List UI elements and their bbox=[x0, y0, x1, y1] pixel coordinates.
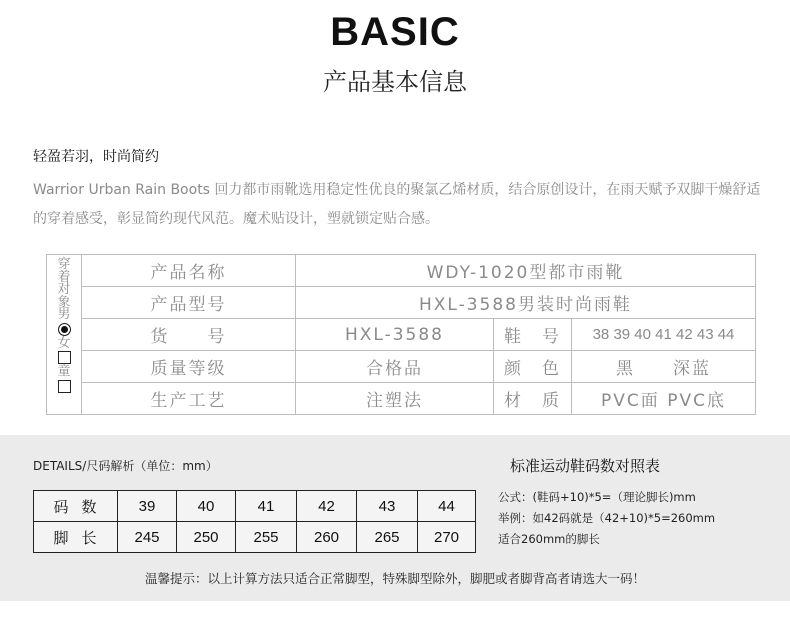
size-formula-block bbox=[498, 487, 715, 550]
empty-box-icon[interactable] bbox=[58, 380, 71, 393]
product-model-value: HXL-3588男装时尚雨鞋 bbox=[296, 287, 756, 319]
size-cell: 39 bbox=[118, 491, 177, 522]
foot-length-cell: 255 bbox=[236, 522, 297, 553]
spec-row-item-no bbox=[47, 319, 756, 351]
audience-option-label: 女 bbox=[57, 335, 71, 351]
product-model-label: 产品型号 bbox=[82, 287, 296, 319]
size-cell: 44 bbox=[418, 491, 476, 522]
size-table bbox=[33, 490, 476, 553]
product-description: Warrior Urban Rain Boots 回力都市雨靴选用稳定性优良的聚氯乙烯材质，结合原创设计，在雨天赋予双脚干燥舒适的穿着感受，彰显简约现代风范。魔术贴设计，塑就锁定贴合感。 bbox=[33, 182, 761, 227]
spec-table bbox=[46, 254, 756, 415]
tagline: 轻盈若羽，时尚简约 bbox=[33, 149, 159, 165]
size-row bbox=[34, 491, 476, 522]
audience-options bbox=[47, 309, 81, 393]
item-no-value: HXL-3588 bbox=[296, 319, 494, 351]
product-name-label: 产品名称 bbox=[82, 255, 296, 287]
details-heading: DETAILS/尺码解析（单位：mm） bbox=[33, 459, 218, 473]
size-cell: 42 bbox=[297, 491, 357, 522]
audience-label-char: 象 bbox=[57, 294, 71, 310]
spec-row-quality bbox=[47, 351, 756, 383]
example-text: 举例：如42码就是（42+10)*5=260mm bbox=[498, 511, 716, 525]
size-cell: 43 bbox=[357, 491, 418, 522]
foot-length-row bbox=[34, 522, 476, 553]
foot-length-cell: 245 bbox=[118, 522, 177, 553]
material-label: 材 质 bbox=[494, 383, 572, 415]
page-subtitle: 产品基本信息 bbox=[323, 68, 467, 96]
quality-label: 质量等级 bbox=[82, 351, 296, 383]
process-label: 生产工艺 bbox=[82, 383, 296, 415]
formula-text: 公式：(鞋码+10)*5=（理论脚长)mm bbox=[498, 490, 696, 504]
audience-label-char: 穿 bbox=[57, 257, 71, 272]
audience-cell bbox=[47, 255, 82, 415]
foot-length-cell: 270 bbox=[418, 522, 476, 553]
size-cell: 41 bbox=[236, 491, 297, 522]
empty-box-icon[interactable] bbox=[58, 351, 71, 364]
page-title: BASIC bbox=[330, 10, 460, 54]
color-value: 黑 深蓝 bbox=[572, 351, 756, 383]
process-value: 注塑法 bbox=[296, 383, 494, 415]
spec-row-product-name bbox=[47, 255, 756, 287]
checked-box-icon[interactable] bbox=[58, 323, 71, 336]
notice-text: 温馨提示：以上计算方法只适合正常脚型，特殊脚型除外，脚肥或者脚背高者请选大一码！ bbox=[144, 571, 645, 586]
spec-row-product-model bbox=[47, 287, 756, 319]
foot-row-label: 脚长 bbox=[34, 522, 118, 553]
shoe-size-value: 38 39 40 41 42 43 44 bbox=[572, 319, 756, 351]
product-name-value: WDY-1020型都市雨靴 bbox=[296, 255, 756, 287]
color-label: 颜 色 bbox=[494, 351, 572, 383]
material-value: PVC面 PVC底 bbox=[572, 383, 756, 415]
item-no-label: 货 号 bbox=[82, 319, 296, 351]
audience-label-char: 着 bbox=[57, 269, 71, 285]
example-result-text: 适合260mm的脚长 bbox=[498, 532, 600, 546]
size-cell: 40 bbox=[177, 491, 236, 522]
foot-length-cell: 265 bbox=[357, 522, 418, 553]
size-row-label: 码数 bbox=[34, 491, 118, 522]
shoe-size-label: 鞋 号 bbox=[494, 319, 572, 351]
audience-option-label: 童 bbox=[57, 364, 71, 379]
size-chart-title: 标准运动鞋码数对照表 bbox=[510, 457, 661, 475]
quality-value: 合格品 bbox=[296, 351, 494, 383]
spec-row-process bbox=[47, 383, 756, 415]
foot-length-cell: 260 bbox=[297, 522, 357, 553]
audience-label bbox=[47, 259, 81, 309]
audience-option-label: 男 bbox=[57, 307, 71, 322]
audience-label-char: 对 bbox=[57, 282, 71, 297]
foot-length-cell: 250 bbox=[177, 522, 236, 553]
